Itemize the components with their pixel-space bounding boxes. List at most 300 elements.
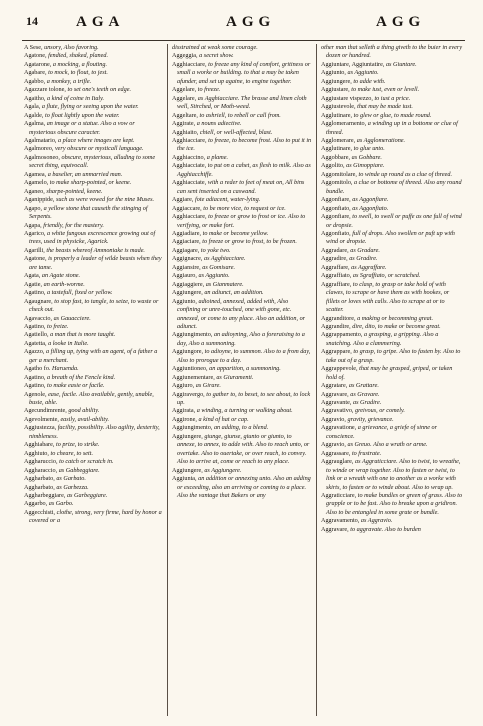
entry-headword: Aggecchisti, <box>24 508 57 516</box>
entry-definition: a white fungous excrescence growing out of trees, used in physicke, Agarick. <box>29 229 156 246</box>
entry-definition: as Gomisare. <box>202 263 236 271</box>
entry-headword: Agatino, <box>24 382 48 390</box>
entry-definition: friendly, for the mastery. <box>43 221 104 229</box>
entry-headword: Agevolmente, <box>24 415 61 423</box>
entry-definition: an earth-worme. <box>43 280 85 288</box>
dictionary-entry <box>24 230 162 247</box>
entry-definition: a looke in Italie. <box>48 339 89 347</box>
entry-headword: A Sese, <box>24 44 45 51</box>
dictionary-entry <box>24 179 162 187</box>
dictionary-entry <box>321 86 463 94</box>
entry-definition: very obscure or mysticall language. <box>54 145 144 153</box>
dictionary-entry <box>24 323 162 331</box>
entry-definition: a kind of coine in Italy. <box>47 94 105 102</box>
entry-definition: to put on a cahet, as flesh to milk. Also as Agghiacchiffe. <box>177 162 311 178</box>
dictionary-entry <box>321 441 463 449</box>
entry-headword: Agatetta, <box>24 339 49 347</box>
entry-definition: to float lightly upon the water. <box>44 111 120 119</box>
dictionary-entry <box>24 272 162 280</box>
dictionary-entry <box>172 86 312 94</box>
entry-headword: Agaitho, <box>24 94 48 102</box>
entry-headword: Agatone, <box>24 52 49 60</box>
dictionary-entry <box>321 61 463 69</box>
entry-headword: Aggiungere, <box>172 466 205 474</box>
entry-definition: as Aggonfiato. <box>352 204 389 212</box>
entry-headword: Agalmosoneo, <box>24 153 62 161</box>
entry-headword: Agatino, <box>24 289 48 297</box>
entry-definition: facility, possibility. Also agility, dexterity, nimbleness. <box>29 424 160 440</box>
entry-headword: Aggraffare, <box>321 263 352 271</box>
entry-headword: Aggelare, <box>172 86 198 94</box>
dictionary-entry <box>321 162 463 170</box>
entry-definition: an image or a statue. Also a vow or mysterious obscure caracter. <box>29 120 135 136</box>
dictionary-entry <box>24 120 162 137</box>
entry-definition: a tastefull, fixed or yellow. <box>47 289 113 297</box>
guide-word-right: AGG <box>376 14 426 30</box>
entry-definition: giunge, giunse, giunto or giunto, to annexe, to annex, to adde with. Also to reach unto, or overtake. Also to ouertake, or over reach, to convey. Also to arrive at, come or reach to any place. <box>177 432 310 466</box>
entry-headword: Aggiunto, <box>172 297 199 305</box>
entry-headword: Agapo, <box>24 204 44 212</box>
entry-definition: to prize, to strike. <box>55 441 100 449</box>
entry-headword: Agatie, <box>24 280 44 288</box>
dictionary-entry <box>321 450 463 458</box>
entry-definition: to swell, to swell or puffe as one full of wind or dropsie. <box>326 213 462 229</box>
dictionary-entry <box>172 255 312 263</box>
entry-definition: that may be grasped, griped, or taken hold of. <box>326 365 453 381</box>
entry-headword: Aggeggia, <box>172 52 200 60</box>
dictionary-entry <box>172 154 312 162</box>
dictionary-entry <box>321 407 463 415</box>
dictionary-entry <box>172 272 312 280</box>
entry-definition: a filling up, tying with an agent, of a father a ger a merchant. <box>29 348 158 364</box>
entry-definition: as Gravare. <box>350 390 380 398</box>
entry-definition: to mock, to flout, to jest. <box>48 69 108 77</box>
dictionary-entry <box>321 399 463 407</box>
entry-headword: Aggiungere, <box>321 77 354 85</box>
entry-definition: to catch or scratch in. <box>59 458 114 466</box>
dictionary-entry <box>321 458 463 492</box>
entry-definition: to make easie or facile. <box>47 382 105 390</box>
entry-definition: sharpe-pointed, keene. <box>46 187 103 195</box>
dictionary-entry <box>24 348 162 365</box>
entry-headword: Agghiacciate, <box>172 162 208 170</box>
entry-headword: Agatone, <box>24 255 49 263</box>
dictionary-entry <box>321 255 463 263</box>
entry-headword: Aggiungere, <box>172 289 205 297</box>
entry-headword: Aggravare, <box>321 525 351 533</box>
entry-headword: Aggrappevole, <box>321 365 360 373</box>
entry-definition: as Sgraffiato, or scratched. <box>352 272 421 280</box>
dictionary-entry <box>24 69 162 77</box>
column-1 <box>24 44 162 716</box>
entry-headword: Aggirone, <box>172 415 199 423</box>
entry-headword: Aggobbare, <box>321 153 352 161</box>
entry-definition: a clue or bottome of threed. Also any round bundle. <box>326 179 462 195</box>
dictionary-entry <box>24 458 162 466</box>
dictionary-entry <box>24 78 162 86</box>
dictionary-entry <box>321 95 463 103</box>
dictionary-entry <box>321 264 463 272</box>
entry-headword: Aggraticciare, <box>321 492 358 500</box>
entry-definition: to set one's teeth on edge. <box>67 86 131 94</box>
entry-headword: Aggiunementare, <box>172 373 217 381</box>
dictionary-entry <box>172 467 312 475</box>
entry-headword: Agarico, <box>24 229 48 237</box>
entry-headword: Aggradare, <box>321 246 351 254</box>
entry-definition: the beasts whereof Ammoniake is made. <box>46 246 145 254</box>
entry-definition: to aggravate. Also to burden <box>350 525 421 533</box>
entry-headword: Aggiare, <box>172 196 196 204</box>
entry-definition: as Agghiacciare. The brasse and linen cloth well, Stirched, or Moth-weed. <box>177 94 307 111</box>
entry-headword: Aggiunto, <box>321 69 348 77</box>
entry-definition: as Gradire. <box>352 399 382 407</box>
entry-definition: to gather to, to beset, to see about, to lock up. <box>177 390 311 407</box>
entry-headword: Agatino, <box>24 373 48 381</box>
dictionary-entry <box>321 112 463 120</box>
entry-headword: Aggiungimento, <box>172 424 214 432</box>
dictionary-entry <box>172 238 312 246</box>
dictionary-entry <box>172 137 312 154</box>
entry-headword: Agamelo, <box>24 179 50 187</box>
dictionary-entry <box>172 247 312 255</box>
entry-headword: Agabbo, <box>24 77 47 85</box>
entry-definition: easily, avail-ability. <box>60 415 110 423</box>
page-header <box>0 14 483 40</box>
entry-headword: Aggharbato, <box>24 483 57 491</box>
entry-definition: Haruenda. <box>52 365 79 373</box>
dictionary-entry <box>24 450 162 458</box>
dictionary-entry <box>24 188 162 196</box>
dictionary-entry <box>321 137 463 145</box>
dictionary-entry <box>24 441 162 449</box>
dictionary-entry <box>24 492 162 500</box>
entry-headword: Aggirate, <box>172 120 197 128</box>
entry-definition: an adding, to a blend. <box>213 424 269 432</box>
dictionary-entry <box>24 255 162 272</box>
dictionary-entry <box>172 382 312 390</box>
entry-headword: Agghiaito, <box>172 128 200 136</box>
entry-definition: as Aggiungere. <box>204 466 242 474</box>
entry-headword: Aggharuccio, <box>24 458 60 466</box>
entry-headword: Agglomerare, <box>321 136 357 144</box>
entry-definition: to grasp, to gripe. Also to fasten by. Also to take out of a grasp. <box>326 348 461 364</box>
entry-definition: to make or become yellow. <box>202 229 269 237</box>
dictionary-entry <box>321 247 463 255</box>
entry-definition: to freeze, to become frost. Also to put it in the ice. <box>177 136 312 153</box>
entry-headword: Agatiello, <box>24 331 51 339</box>
entry-headword: Agapa, <box>24 221 44 229</box>
dictionary-entry <box>172 433 312 467</box>
entry-definition: to freeze any kind of comfort, gritiness or small a worke or building. to that a may be taken afunder, and set up againe, to engine together. <box>177 60 311 85</box>
entry-definition: to make sharp-pointed, or keene. <box>49 179 132 187</box>
entry-headword: Aggiuntare, Aggiuntatire, <box>321 60 386 68</box>
dictionary-entry <box>172 61 312 86</box>
entry-definition: to adde with. <box>353 77 386 85</box>
entry-definition: as Gianmatere. <box>205 280 244 288</box>
entry-definition: as Garbato. <box>56 475 86 483</box>
dictionary-entry <box>172 416 312 424</box>
entry-definition: a place where images are kept. <box>58 136 135 144</box>
dictionary-entry <box>321 171 463 179</box>
entry-headword: Agghiacciare, <box>172 213 209 221</box>
entry-headword: Agalde, <box>24 111 45 119</box>
entry-definition: a plame. <box>206 153 229 161</box>
header-rule <box>22 40 465 41</box>
entry-definition: to yoke two. <box>200 246 231 254</box>
entry-headword: Aggonfiato, <box>321 204 353 212</box>
dictionary-entry <box>24 365 162 373</box>
entry-definition: to glew or glue, to made round. <box>353 111 432 119</box>
entry-definition: a baselier, an unmarried man. <box>47 170 123 178</box>
entry-headword: Agatarone, <box>24 60 53 68</box>
entry-headword: Aganeo, <box>24 187 47 195</box>
entry-definition: a grievance, a griefe of sinne or conscience. <box>326 424 437 440</box>
entry-headword: Aggranditore, <box>321 314 358 322</box>
entry-headword: Aggiustare, <box>321 86 352 94</box>
dictionary-entry <box>321 78 463 86</box>
dictionary-entry <box>24 331 162 339</box>
entry-headword: Aggiustare vispezzo, <box>321 94 375 102</box>
entry-definition: an apparition, a summoning. <box>209 365 281 373</box>
dictionary-entry <box>321 517 463 525</box>
entry-definition: as Grattare. <box>348 382 379 390</box>
dictionary-entry <box>321 213 463 230</box>
entry-definition: as Greuo. Also a wrath or arme. <box>347 441 428 449</box>
entry-headword: Agghiacciate, <box>172 179 208 187</box>
dictionary-entry <box>24 374 162 382</box>
dictionary-entry <box>172 112 312 120</box>
entry-headword: Aggiaciare, <box>172 238 203 246</box>
entry-definition: a monkey, a trifle. <box>46 77 92 85</box>
entry-definition: good ability. <box>68 407 100 415</box>
entry-definition: as Gimoppiare. <box>346 162 385 170</box>
dictionary-entry <box>321 230 463 247</box>
entry-definition: adioined, annexed, added with, Also confining or unre-touched, one with gone, etc. annexed, or come to any place. Also an addition, or adiunct. <box>177 297 306 330</box>
dictionary-entry <box>172 264 312 272</box>
dictionary-entry <box>321 44 463 61</box>
entry-headword: Agatho fo. <box>24 365 53 373</box>
dictionary-entry <box>24 424 162 441</box>
entry-headword: Aggomitolo, <box>321 179 355 187</box>
entry-definition: as Aggravio. <box>360 517 393 525</box>
entry-definition: to adioyne, to summon. Also to a from day, Also to prorogue to a day. <box>177 348 311 364</box>
entry-headword: Aggiansire, <box>172 263 203 271</box>
entry-definition: a man that is more taught. <box>50 331 116 339</box>
dictionary-entry <box>24 281 162 289</box>
entry-headword: Agghiacciare, <box>172 60 209 68</box>
dictionary-entry <box>24 86 162 94</box>
entry-headword: Aggravativo, <box>321 407 356 415</box>
dictionary-entry <box>321 281 463 315</box>
entry-headword: Aggiadiare, <box>172 229 203 237</box>
dictionary-entry <box>24 112 162 120</box>
entry-definition: chiell, or well-affected, blast. <box>199 128 273 136</box>
dictionary-entry <box>24 196 162 204</box>
entry-definition: an Agate stone. <box>41 272 81 280</box>
entry-headword: Aggiunta, <box>172 475 199 483</box>
entry-definition: as Agghiacciare. <box>203 255 246 263</box>
entry-headword: Agarilli, <box>24 246 47 254</box>
entry-definition: a nouns adiective. <box>196 120 242 128</box>
entry-headword: Agghiaccino, <box>172 153 207 161</box>
entry-definition: to frustrate. <box>351 449 382 457</box>
entry-definition: a breath of the Fencle kind. <box>47 373 116 381</box>
entry-headword: Agaugnare, <box>24 297 55 305</box>
entry-definition: to clasp, to grasp or take hold of with clawes, to scrape or have them as with hookes, or fillets or loves with calls. Also to scrape at or to scatter. <box>326 280 450 314</box>
entry-definition: that may be made iust. <box>357 103 413 111</box>
entry-definition: to freeze or grow to frost, to be frozen. <box>202 238 297 246</box>
entry-headword: Aggirata, <box>172 407 197 415</box>
dictionary-entry <box>24 484 162 492</box>
dictionary-entry <box>24 222 162 230</box>
entry-definition: fendied, shaked, planed. <box>48 52 109 60</box>
entry-headword: Aggelare, <box>172 94 198 102</box>
dictionary-entry <box>321 348 463 365</box>
entry-definition: to winde up round as a clue of threed. <box>358 170 453 178</box>
dictionary-entry <box>24 315 162 323</box>
dictionary-entry <box>321 179 463 196</box>
dictionary-entry <box>172 391 312 408</box>
entry-headword: Aggiagare, <box>172 246 201 254</box>
entry-definition: to ashriell, to rebell or call from. <box>199 111 281 119</box>
entry-headword: Aggrauglare, <box>321 458 356 466</box>
dictionary-entry <box>24 500 162 508</box>
entry-definition: a making or becomming great. <box>357 314 433 322</box>
dictionary-entry <box>321 145 463 153</box>
entry-headword: Aggiuntioneo, <box>172 365 210 373</box>
dictionary-entry <box>321 272 463 280</box>
entry-headword: Aggignacre, <box>172 255 204 263</box>
entry-definition: a kind of hat or cap. <box>198 415 249 423</box>
entry-headword: Agecundimrente, <box>24 407 69 415</box>
dictionary-entry <box>172 374 312 382</box>
column-divider <box>316 44 317 716</box>
entry-definition: as Agglomeratione. <box>356 136 406 144</box>
dictionary-entry <box>172 120 312 128</box>
entry-headword: Aggiaccare, <box>172 204 204 212</box>
dictionary-entry <box>321 315 463 323</box>
entry-headword: Agatino, <box>24 322 48 330</box>
entry-definition: as Gradire. <box>349 255 378 263</box>
entry-definition: to make bundles or green of grass. Also to grapple or to be fast. Also to breake upon a gridiron. Also to be entangled in some grate or bundle. <box>326 492 463 516</box>
dictionary-entry <box>321 382 463 390</box>
dictionary-entry <box>172 475 312 500</box>
dictionary-entry <box>24 467 162 475</box>
entry-headword: Aggiravergo, <box>172 390 207 398</box>
entry-definition: obscure, mysterious, alluding to some secret thing, equivocall. <box>29 153 156 170</box>
entry-definition: as Garbezza. <box>56 483 89 491</box>
entry-definition: as Gauacciere. <box>53 314 91 322</box>
entry-definition: to iust a price. <box>374 94 411 102</box>
column-divider <box>167 44 168 716</box>
entry-definition: gravity, grievance. <box>347 415 394 423</box>
entry-headword: Agalma, <box>24 120 47 128</box>
dictionary-entry <box>321 416 463 424</box>
entry-headword: Aggradire, <box>321 255 350 263</box>
dictionary-entry <box>172 196 312 204</box>
entry-headword: Aggharaccio, <box>24 466 59 474</box>
entry-definition: an adioyning, Also a foreraising to a day, Also a summoning. <box>177 331 305 347</box>
dictionary-entry <box>24 171 162 179</box>
entry-headword: Agglutinare, <box>321 111 354 119</box>
dictionary-entry <box>24 247 162 255</box>
entry-headword: Aggonfiato, <box>321 229 353 237</box>
dictionary-entry <box>24 52 162 60</box>
dictionary-entry <box>321 365 463 382</box>
entry-definition: a secret show. <box>199 52 234 60</box>
entry-headword: Aggiaggiere, <box>172 280 206 288</box>
entry-headword: Aggiustevole, <box>321 103 358 111</box>
entry-headword: Aggravare, <box>321 390 351 398</box>
entry-headword: Aggraffiato, <box>321 272 353 280</box>
dictionary-entry <box>24 145 162 153</box>
entry-headword: Aggarbo, <box>24 500 49 508</box>
entry-definition: is properly a leader of wilde beasts when they are tame. <box>29 255 162 271</box>
entry-headword: Agazzare tolone, <box>24 86 68 94</box>
column-3 <box>321 44 463 716</box>
dictionary-entry <box>172 365 312 373</box>
entry-headword: Aggiauro, <box>172 272 199 280</box>
entry-definition: greivous, or comely. <box>355 407 405 415</box>
dictionary-entry <box>321 154 463 162</box>
entry-headword: Agalmatario, <box>24 136 59 144</box>
dictionary-entry <box>24 95 162 103</box>
guide-word-middle: AGG <box>226 14 276 30</box>
entry-definition: as Aggonfiare. <box>352 196 389 204</box>
dictionary-entry <box>24 416 162 424</box>
entry-headword: Agenole, <box>24 390 49 398</box>
entry-definition: as Aggraticciare. Also to twist, to wreathe, to winde or wrap together. Also to fasten or twist, to link or a wreath with one to another as a worke with skirts, to fasten or to winde about. Also to wrap up. <box>326 458 461 491</box>
entry-definition: as Gabbeggiare. <box>58 466 100 474</box>
entry-definition: an adiunct, an addition. <box>204 289 264 297</box>
entry-definition: an addition or annexing unto. Also an adding or exceeding, also an arriving or coming to a place. Also the vantage that Bakers or any <box>177 475 311 500</box>
dictionary-entry <box>172 95 312 112</box>
dictionary-entry <box>321 69 463 77</box>
entry-definition: ease, facile. Also available, gently, unable, busie, able. <box>29 390 154 407</box>
entry-headword: Aggharbato, <box>24 475 57 483</box>
entry-headword: Aggratare, <box>321 382 349 390</box>
entry-headword: Agghiacciare, <box>172 136 209 144</box>
dictionary-entry <box>172 424 312 432</box>
entry-headword: Aggrappamento, <box>321 331 364 339</box>
entry-definition: a mocking, a flouting. <box>52 60 108 68</box>
entry-definition: a winding up in a bottome or clue of threed. <box>326 120 458 136</box>
entry-headword: Agazzo, <box>24 348 46 356</box>
dictionary-entry <box>24 475 162 483</box>
entry-definition: a grasping, a gripping. Also a snatching. Also a clammering. <box>326 331 439 347</box>
entry-headword: Agala, <box>24 103 42 111</box>
entry-definition: as Girare. <box>195 382 221 390</box>
entry-definition: a yellow stone that causeth the stinging of Serpents. <box>29 204 148 221</box>
dictionary-entry <box>24 103 162 111</box>
entry-definition: to stop fast, to tangle, to seize, to waste or check out. <box>29 297 159 314</box>
entry-headword: Aganippide, <box>24 196 56 204</box>
entry-definition: to freeze or grow to frost or ice. Also to verifying, or make fort. <box>177 213 306 229</box>
entry-headword: Agamea, <box>24 170 48 178</box>
entry-definition: as Garbeggiare. <box>66 492 108 500</box>
dictionary-entry <box>24 289 162 297</box>
dictionary-entry <box>24 44 162 52</box>
dictionary-entry <box>24 382 162 390</box>
entry-headword: Aggolito, <box>321 162 347 170</box>
entry-definition: to glue unto. <box>353 145 385 153</box>
entry-definition: disstrained at weak some courage. <box>172 44 258 51</box>
entry-definition: as Giuramenti. <box>216 373 254 381</box>
entry-definition: as Gobbare. <box>351 153 382 161</box>
entry-definition: clothe, strong, very firme, hard by honor a covered or a <box>29 508 162 525</box>
entry-headword: Agghiabare, <box>24 441 56 449</box>
entry-definition: as Aggraffare. <box>351 263 387 271</box>
